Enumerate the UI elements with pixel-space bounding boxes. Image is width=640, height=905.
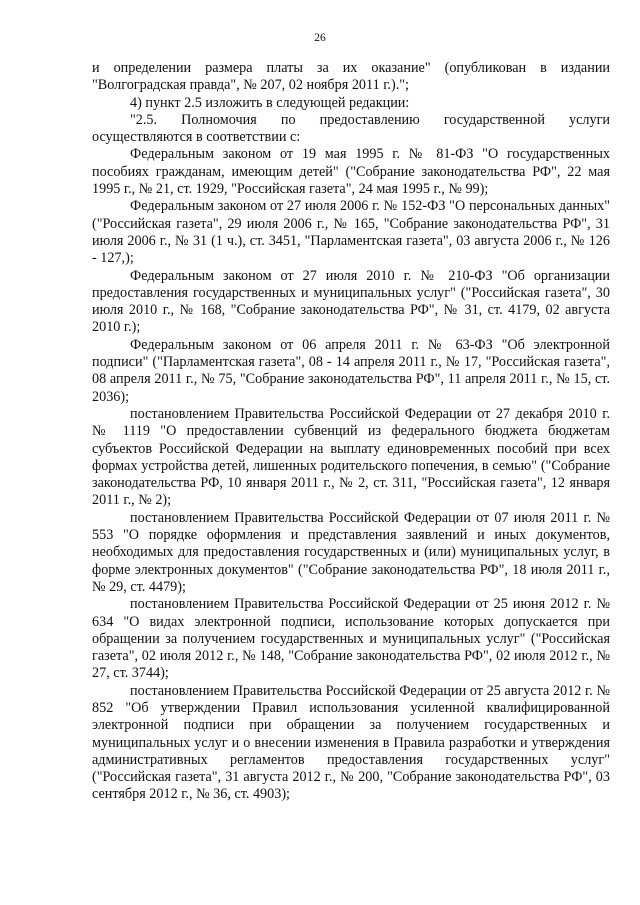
paragraph-law-81-fz: Федеральным законом от 19 мая 1995 г. № 81-ФЗ "О государственных пособиях гражданам, имеющим детей" ("Собрание законодательства РФ", 22 мая 1995 г., № 21, ст. 1929, "Российская газета", 24 мая 1995 г., № 99); [92,146,610,198]
paragraph-resolution-1119: постановлением Правительства Российской Федерации от 27 декабря 2010 г. № 1119 "О предоставлении субвенций из федерального бюджета бюджетам субъектов Российской Федерации на выплату единовременных пособий при всех формах устройства детей, лишенных родительского попечения, в семью" ("Собрание законодательства РФ, 10 января 2011 г., № 2, ст. 311, "Российская газета", 12 января 2011 г., № 2); [92,405,610,509]
paragraph-law-63-fz: Федеральным законом от 06 апреля 2011 г. № 63-ФЗ "Об электронной подписи" ("Парламентская газета", 08 - 14 апреля 2011 г., № 17, "Российская газета", 08 апреля 2011 г., № 75, "Собрание законодательства РФ", 11 апреля 2011 г., № 15, ст. 2036); [92,336,610,405]
paragraph-resolution-852: постановлением Правительства Российской Федерации от 25 августа 2012 г. № 852 "Об утверждении Правил использования усиленной квалифицированной электронной подписи при обращении за получением государственных и муниципальных услуг и о внесении изменения в Правила разработки и утверждения административных регламентов предоставления государственных услуг" ("Российская газета", 31 августа 2012 г., № 200, "Собрание законодательства РФ", 03 сентября 2012 г., № 36, ст. 4903); [92,682,610,803]
paragraph-item-4: 4) пункт 2.5 изложить в следующей редакции: [130,94,410,111]
paragraph-resolution-553: постановлением Правительства Российской Федерации от 07 июля 2011 г. № 553 "О порядке оформления и представления заявлений и иных документов, необходимых для предоставления государственных и (или) муниципальных услуг, в форме электронных документов" ("Собрание законодательства РФ", 18 июля 2011 г., № 29, ст. 4479); [92,509,610,595]
paragraph-clause-2-5: "2.5. Полномочия по предоставлению государственной услуги осуществляются в соответствии с: [92,111,610,146]
paragraph-resolution-634: постановлением Правительства Российской Федерации от 25 июня 2012 г. № 634 "О видах электронной подписи, использование которых допускается при обращении за получением государственных и муниципальных услуг" ("Российская газета", 02 июля 2012 г., № 148, "Собрание законодательства РФ", 02 июля 2012 г., № 27, ст. 3744); [92,596,610,682]
document-body [92,60,610,804]
paragraph-continuation: и определении размера платы за их оказание" (опубликован в издании "Волгоградская правда", № 207, 02 ноября 2011 г.)."; [92,60,610,94]
page-number: 26 [314,32,326,44]
paragraph-law-152-fz: Федеральным законом от 27 июля 2006 г. № 152-ФЗ "О персональных данных" ("Российская газета", 29 июля 2006 г., № 165, "Собрание законодательства РФ", 31 июля 2006 г., № 31 (1 ч.), ст. 3451, "Парламентская газета", 03 августа 2006 г., № 126 - 127,); [92,198,610,267]
paragraph-law-210-fz: Федеральным законом от 27 июля 2010 г. № 210-ФЗ "Об организации предоставления государственных и муниципальных услуг" ("Российская газета", 30 июля 2010 г., № 168, "Собрание законодательства РФ", № 31, ст. 4179, 02 августа 2010 г.); [92,267,610,336]
